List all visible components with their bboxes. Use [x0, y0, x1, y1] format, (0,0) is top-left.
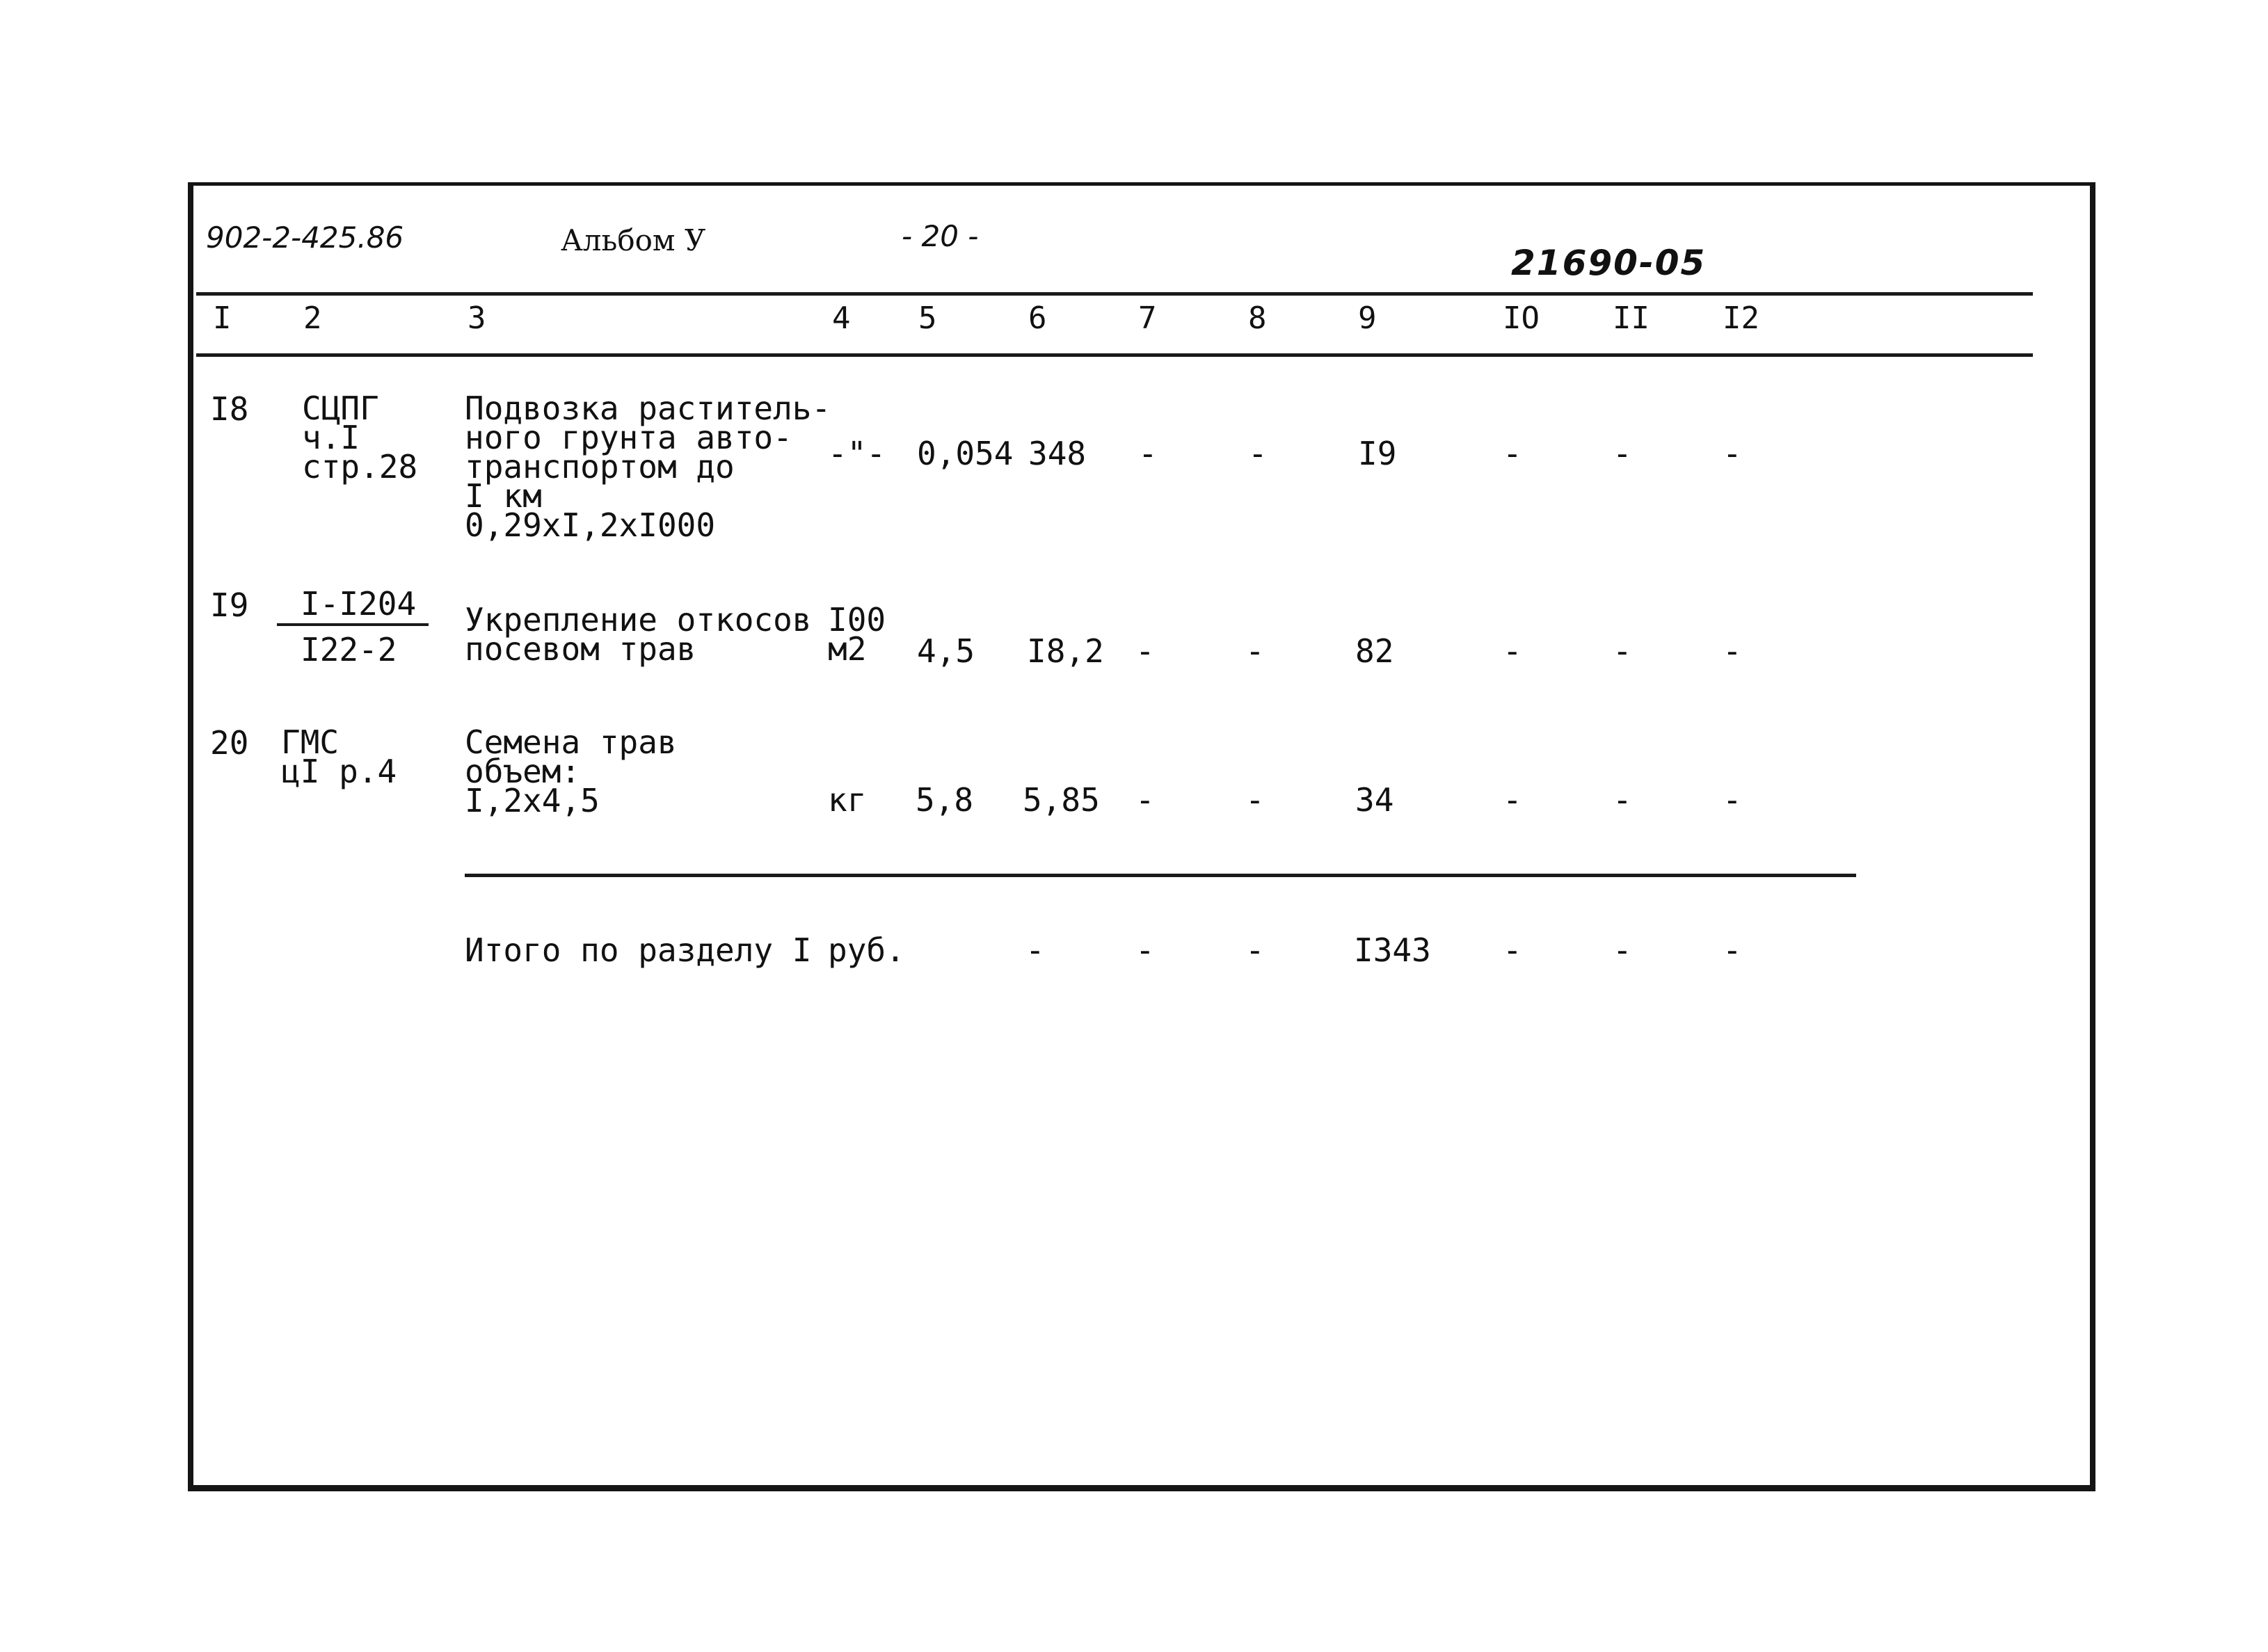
total-col9: I343 [1354, 931, 1431, 969]
row-20-qty: 5,8 [916, 781, 974, 819]
total-col11: - [1613, 931, 1632, 969]
row-19-num: I9 [210, 586, 249, 624]
row-19-col10: - [1503, 632, 1522, 670]
row-20-unit: кг [828, 781, 867, 819]
header-bottom-rule [196, 353, 2033, 357]
total-unit: руб. [828, 931, 905, 969]
total-label: Итого по разделу I [465, 931, 812, 969]
header-top-rule [196, 292, 2033, 296]
row-19-col9: 82 [1355, 632, 1394, 670]
total-col7: - [1135, 931, 1155, 969]
total-separator-rule [465, 874, 1856, 877]
col-header-8: 8 [1248, 300, 1267, 336]
row-20-col7: - [1135, 781, 1155, 819]
row-18-col8: - [1248, 435, 1268, 472]
col-header-4: 4 [832, 300, 851, 336]
row-18-col9: I9 [1358, 435, 1397, 472]
col-header-5: 5 [918, 300, 937, 336]
row-18-price: 348 [1028, 435, 1087, 472]
row-19-code-numerator: I-I204 [301, 585, 417, 623]
col-header-12: I2 [1723, 300, 1759, 336]
doc-code: 902-2-425.86 [206, 220, 404, 255]
row-18-col7: - [1138, 435, 1158, 472]
row-19-name: Укрепление откосов посевом трав [465, 601, 812, 668]
page-number: - 20 - [902, 219, 979, 253]
album-label: Альбом У [561, 223, 706, 257]
row-20-code: ГМС цI р.4 [281, 723, 397, 790]
row-19-col8: - [1245, 632, 1265, 670]
row-19-col12: - [1723, 632, 1742, 670]
row-18-col11: - [1613, 435, 1632, 472]
row-20-num: 20 [210, 724, 249, 762]
row-20-col8: - [1245, 781, 1265, 819]
col-header-9: 9 [1358, 300, 1377, 336]
row-18-code: СЦПГ ч.I стр.28 [302, 390, 418, 486]
row-20-col11: - [1613, 781, 1632, 819]
col-header-2: 2 [303, 300, 322, 336]
row-19-col7: - [1135, 632, 1155, 670]
col-header-1: I [213, 300, 232, 336]
row-20-col9: 34 [1355, 781, 1394, 819]
row-19-qty: 4,5 [917, 632, 975, 670]
total-col10: - [1503, 931, 1522, 969]
registration-stamp: 21690-05 [1511, 243, 1707, 283]
row-19-price: I8,2 [1027, 632, 1104, 670]
col-header-7: 7 [1138, 300, 1157, 336]
row-20-price: 5,85 [1023, 781, 1100, 819]
row-20-col12: - [1723, 781, 1742, 819]
col-header-11: II [1613, 300, 1650, 336]
row-18-col10: - [1503, 435, 1522, 472]
col-header-3: 3 [468, 300, 486, 336]
row-18-qty: 0,054 [917, 435, 1014, 472]
total-col12: - [1723, 931, 1742, 969]
row-18-col12: - [1723, 435, 1742, 472]
row-19-code-denominator: I22-2 [301, 631, 397, 668]
row-19-unit: I00 м2 [828, 601, 886, 668]
row-19-col11: - [1613, 632, 1632, 670]
row-18-num: I8 [210, 390, 249, 428]
total-col8: - [1245, 931, 1265, 969]
row-18-unit: -"- [828, 435, 886, 472]
document-frame [188, 182, 2095, 1491]
total-col6: - [1025, 931, 1045, 969]
row-20-col10: - [1503, 781, 1522, 819]
row-18-name: Подвозка раститель- ного грунта авто- транспортом до I км 0,29хI,2хI000 [465, 390, 831, 544]
row-19-code-fraction-line [277, 623, 429, 626]
col-header-10: IO [1503, 300, 1540, 336]
row-20-name: Семена трав объем: I,2х4,5 [465, 723, 677, 819]
col-header-6: 6 [1028, 300, 1047, 336]
